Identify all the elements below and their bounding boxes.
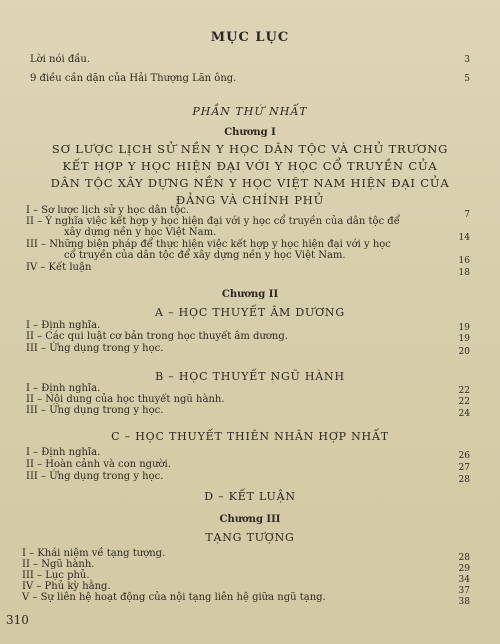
toc-page-number: 7 [464,210,470,220]
page-number: 310 [6,613,29,627]
toc-entry: IV – Kết luận [26,262,92,273]
section-heading: C – HỌC THUYẾT THIÊN NHÂN HỢP NHẤT [111,430,389,443]
section-heading: D – KẾT LUẬN [204,490,296,503]
toc-page-number: 37 [458,586,470,596]
toc-entry: III – Ứng dụng trong y học. [26,471,164,482]
toc-entry: II – Các qui luật cơ bản trong học thuyết âm dương. [26,331,288,342]
toc-page-number: 24 [458,409,470,419]
toc-entry-continuation: xây dựng nền y học Việt Nam. [64,227,217,238]
toc-page-number: 14 [458,233,470,243]
toc-entry: I – Định nghĩa. [26,447,101,458]
toc-page-number: 20 [458,347,470,357]
toc-entry: III – Những biện pháp để thực hiện việc kết hợp y học hiện đại với y học [26,239,391,250]
toc-page-number: 27 [458,463,470,473]
section-heading: B – HỌC THUYẾT NGŨ HÀNH [155,370,345,383]
toc-page-number: 29 [458,564,470,574]
toc-entry: II – Hoàn cảnh và con người. [26,459,171,470]
toc-page-number: 19 [458,323,470,333]
toc-page-number: 5 [464,74,470,84]
toc-entry-advice: 9 điều cần dặn của Hải Thượng Lãn ông. [30,73,237,84]
page-title: MỤC LỤC [210,30,290,45]
toc-entry: III – Lục phủ. [22,570,90,581]
toc-entry: IV – Phủ kỳ hằng. [22,581,111,592]
toc-entry: I – Khái niệm về tạng tượng. [22,548,166,559]
chapter-label: Chương I [224,127,276,138]
toc-entry: II – Ngũ hành. [22,559,95,570]
toc-page-number: 28 [458,553,470,563]
toc-entry: II – Nội dung của học thuyết ngũ hành. [26,394,225,405]
chapter-heading-line: SƠ LƯỢC LỊCH SỬ NỀN Y HỌC DÂN TỘC VÀ CHỦ TRƯƠNG [51,142,449,156]
toc-page-number: 38 [458,597,470,607]
chapter-heading-line: ĐẢNG VÀ CHÍNH PHỦ [175,193,325,207]
toc-page-number: 26 [458,451,470,461]
toc-entry: III – Ứng dụng trong y học. [26,343,164,354]
toc-entry: I – Định nghĩa. [26,320,101,331]
toc-page-number: 18 [458,268,470,278]
part-title: PHẦN THỨ NHẤT [192,105,308,118]
section-heading: TẠNG TƯỢNG [205,531,295,544]
toc-page-number: 34 [458,575,470,585]
toc-page-number: 3 [464,55,470,65]
toc-page-number: 28 [458,475,470,485]
toc-page-number: 16 [458,256,470,266]
toc-page-number: 22 [458,397,470,407]
toc-entry-continuation: cổ truyền của dân tộc để xây dựng nền y học Việt Nam. [64,250,346,261]
toc-entry: I – Định nghĩa. [26,383,101,394]
toc-page-number: 22 [458,386,470,396]
chapter-heading-line: KẾT HỢP Y HỌC HIỆN ĐẠI VỚI Y HỌC CỔ TRUYỀN CỦA [62,159,438,173]
chapter-label: Chương II [221,289,279,300]
toc-page-number: 19 [458,334,470,344]
chapter-heading-line: DÂN TỘC XÂY DỰNG NỀN Y HỌC VIỆT NAM HIỆN ĐẠI CỦA [50,176,450,190]
section-heading: A – HỌC THUYẾT ÂM DƯƠNG [155,306,345,319]
toc-entry: III – Ứng dụng trong y học. [26,405,164,416]
toc-entry: II – Ý nghĩa việc kết hợp y học hiện đại với y học cổ truyền của dân tộc để [26,216,400,227]
toc-entry-preface: Lời nói đầu. [30,54,91,65]
toc-entry: V – Sự liên hệ hoạt động của nội tạng liên hệ giữa ngũ tạng. [22,592,326,603]
toc-entry: I – Sơ lược lịch sử y học dân tộc. [26,205,190,216]
chapter-label: Chương III [219,514,281,525]
